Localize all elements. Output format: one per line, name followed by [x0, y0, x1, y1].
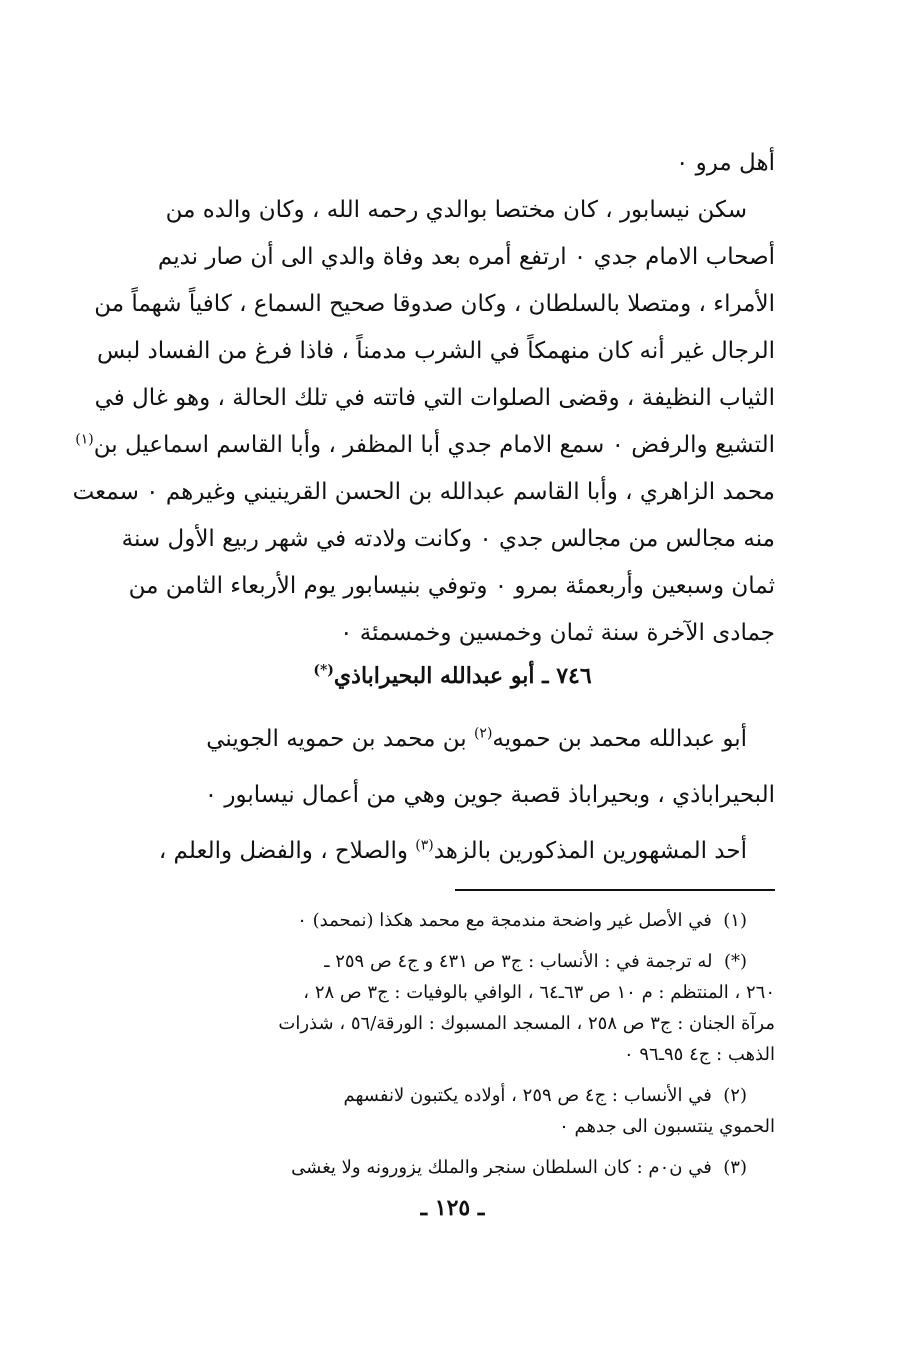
- footnote-ref-1: (١): [75, 431, 94, 448]
- footnote-marker: (*): [723, 951, 747, 972]
- footnote-line: [130, 1152, 775, 1183]
- text-line-with-ref: [75, 422, 775, 469]
- footnote-marker: (٣): [723, 1157, 747, 1178]
- footnote-text: له ترجمة في : الأنساب : ج٣ ص ٤٣١ و ج٤ ص ٢٥٩ ـ: [324, 951, 713, 972]
- footnote-ref-2: (٢): [473, 725, 493, 742]
- text-line-with-ref: [130, 823, 775, 879]
- entry-paragraph: [130, 711, 775, 879]
- text-line: ثمان وسبعين وأربعمئة بمرو ٠ وتوفي بنيسابور يوم الأربعاء الثامن من: [128, 573, 775, 599]
- footnotes: [130, 905, 775, 1183]
- text-line: بن محمد بن حمويه الجويني: [206, 726, 467, 752]
- text-line: الرجال غير أنه كان منهمكاً في الشرب مدمناً ، فاذا فرغ من الفساد لبس: [96, 338, 775, 364]
- footnote-1: [130, 905, 775, 936]
- entry-title: ٧٤٦ ـ أبو عبدالله البحيراباذي: [333, 663, 592, 689]
- page-number: ـ ١٢٥ ـ: [420, 1195, 485, 1221]
- text-line: أبو عبدالله محمد بن حمويه: [492, 726, 747, 752]
- footnote-ref-3: (٣): [415, 837, 434, 854]
- text-line: أحد المشهورين المذكورين بالزهد: [433, 838, 747, 864]
- footnote-line: [130, 1080, 775, 1111]
- footnote-line: ٢٦٠ ، المنتظم : م ١٠ ص ٦٣ـ٦٤ ، الوافي بالوفيات : ج٣ ص ٢٨ ،: [303, 982, 775, 1003]
- text-line: أصحاب الامام جدي ٠ ارتفع أمره بعد وفاة والدي الى أن صار نديم: [157, 244, 775, 270]
- footnote-marker: (١): [723, 910, 747, 931]
- footnote-2: [130, 1080, 775, 1142]
- text-line: البحيراباذي ، وبحيراباذ قصبة جوين وهي من أعمال نيسابور ٠: [204, 782, 775, 808]
- footnote-text: في ن٠م : كان السلطان سنجر والملك يزورونه ولا يغشى: [291, 1157, 712, 1178]
- text-line: الأمراء ، ومتصلا بالسلطان ، وكان صدوقا صحيح السماع ، كافياً شهماً من: [94, 291, 775, 317]
- footnote-line: [130, 905, 775, 936]
- footnote-line: [130, 946, 775, 977]
- footnote-text: في الأنساب : ج٤ ص ٢٥٩ ، أولاده يكتبون لانفسهم: [343, 1085, 712, 1106]
- text-line: سكن نيسابور ، كان مختصا بوالدي رحمه الله ، وكان والده من: [165, 197, 747, 223]
- footnote-3: [130, 1152, 775, 1183]
- text-line-with-ref: [130, 711, 775, 767]
- footnote-ref-star: (*): [313, 662, 334, 679]
- text-line: منه مجالس من مجالس جدي ٠ وكانت ولادته في شهر ربيع الأول سنة: [121, 526, 775, 552]
- text-line: الثياب النظيفة ، وقضى الصلوات التي فاتته في تلك الحالة ، وهو غال في: [94, 385, 775, 411]
- footnote-line: مرآة الجنان : ج٣ ص ٢٥٨ ، المسجد المسبوك : الورقة/٥٦ ، شذرات: [278, 1013, 775, 1034]
- document-page: [72, 140, 775, 1221]
- text-line: محمد الزاهري ، وأبا القاسم عبدالله بن الحسن القرينيني وغيرهم ٠ سمعت: [72, 479, 775, 505]
- footnote-line: الذهب : ج٤ ٩٥ـ٩٦ ٠: [623, 1044, 775, 1065]
- text-line: جمادى الآخرة سنة ثمان وخمسين وخمسمئة ٠: [340, 620, 775, 646]
- footnote-separator: [455, 889, 775, 891]
- continued-paragraph: [72, 140, 775, 657]
- text-line: التشيع والرفض ٠ سمع الامام جدي أبا المظفر ، وأبا القاسم اسماعيل بن: [93, 432, 775, 458]
- footnote-line: الحموي ينتسبون الى جدهم ٠: [559, 1116, 775, 1137]
- text-line: أهل مرو ٠: [675, 150, 775, 176]
- footnote-star: [130, 946, 775, 1070]
- footnote-text: في الأصل غير واضحة مندمجة مع محمد هكذا (نمحمد) ٠: [297, 910, 712, 931]
- footnote-marker: (٢): [723, 1085, 747, 1106]
- text-line: والصلاح ، والفضل والعلم ،: [158, 838, 408, 864]
- entry-heading: [130, 663, 775, 689]
